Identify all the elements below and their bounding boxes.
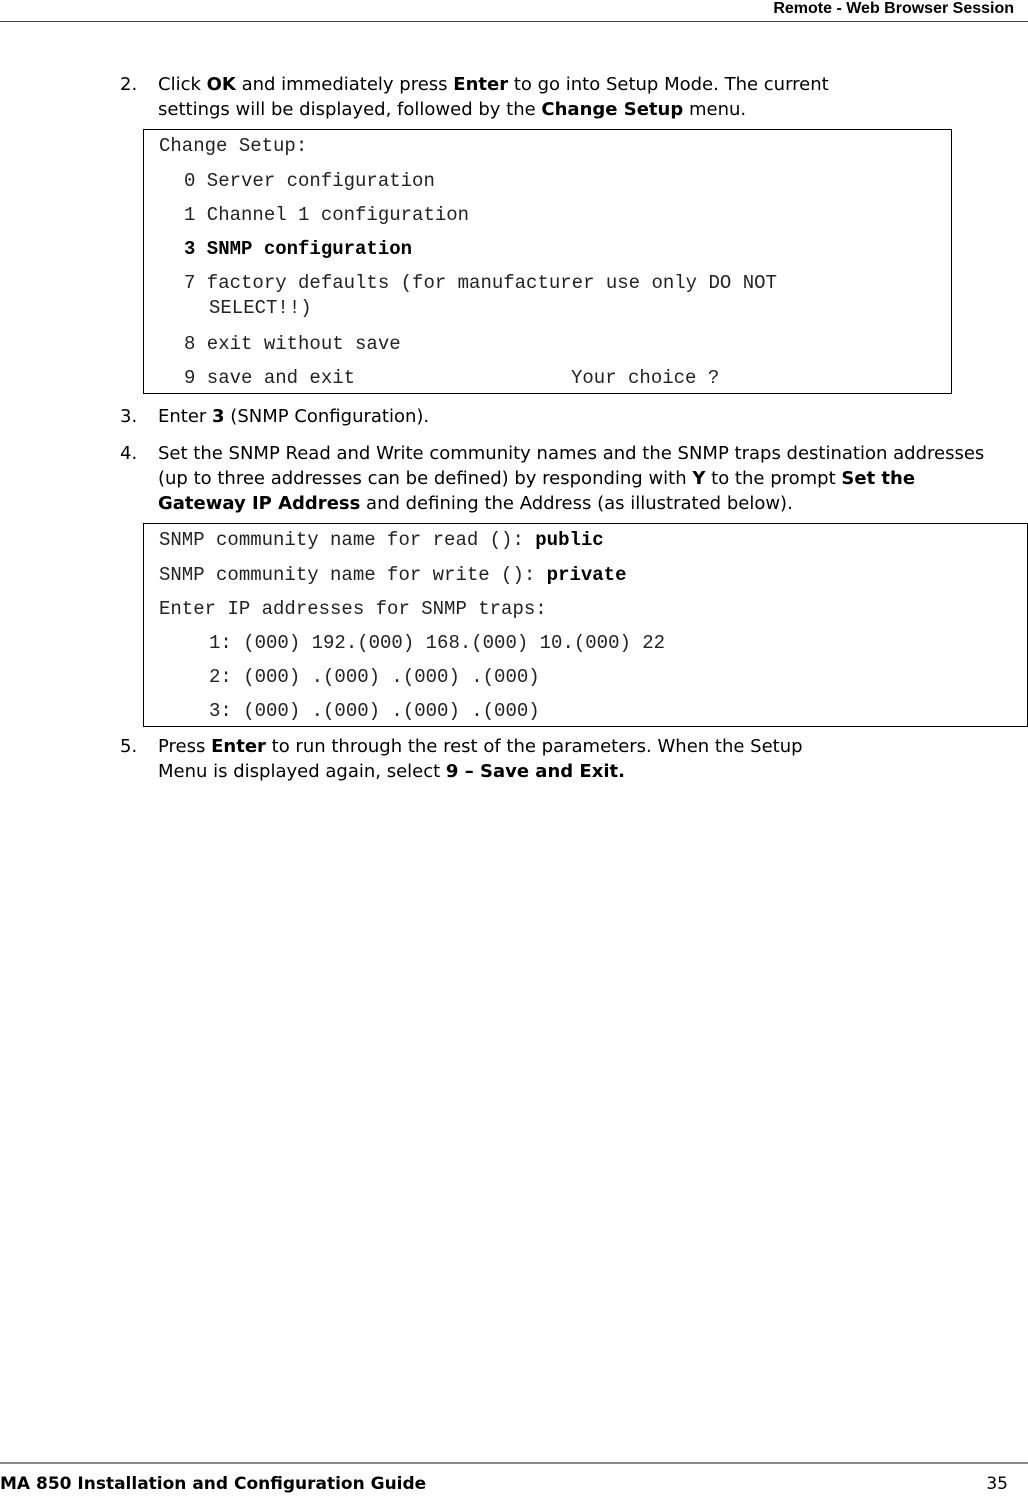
step-text: Set the SNMP Read and Write community names and the SNMP traps destination addresses (up to three addresses can be defined) by responding with Y to the prompt Set the Gateway IP Address and defining the Address (as illustrated below).: [158, 443, 985, 514]
step-text: Click OK and immediately press Enter to go into Setup Mode. The current settings will be displayed, followed by the Change Setup menu.: [158, 74, 829, 120]
write-community-line: SNMP community name for write (): private: [159, 564, 627, 586]
choice-prompt: Your choice ?: [571, 367, 720, 389]
step-5: [120, 734, 1000, 784]
step-number: 2.: [120, 74, 138, 95]
footer-guide-title: MA 850 Installation and Configuration Guide: [0, 1474, 427, 1494]
step-2: [120, 72, 1000, 122]
write-community-value: private: [546, 564, 627, 586]
change-setup-menu-box: [143, 129, 952, 394]
trap-address-3: 3: (000) .(000) .(000) .(000): [209, 700, 540, 722]
page-number: 35: [986, 1474, 1008, 1494]
running-header: Remote - Web Browser Session: [773, 0, 1014, 17]
step-4: [120, 441, 1025, 516]
trap-address-1: 1: (000) 192.(000) 168.(000) 10.(000) 22: [209, 632, 666, 654]
step-number: 3.: [120, 406, 138, 427]
header-divider: [0, 21, 1028, 22]
menu-item-9: 9 save and exit: [184, 367, 356, 389]
menu-item-8: 8 exit without save: [184, 333, 401, 355]
step-text: Enter 3 (SNMP Configuration).: [158, 406, 430, 427]
step-number: 5.: [120, 736, 138, 757]
traps-heading: Enter IP addresses for SNMP traps:: [159, 598, 547, 620]
menu-item-7: 7 factory defaults (for manufacturer use only DO NOT: [184, 272, 777, 294]
footer-divider: [0, 1462, 1028, 1464]
snmp-config-box: [143, 523, 1028, 727]
menu-item-0: 0 Server configuration: [184, 170, 435, 192]
menu-item-3: 3 SNMP configuration: [184, 238, 413, 260]
step-number: 4.: [120, 443, 138, 464]
read-community-value: public: [535, 529, 604, 551]
menu-item-1: 1 Channel 1 configuration: [184, 204, 470, 226]
trap-address-2: 2: (000) .(000) .(000) .(000): [209, 666, 540, 688]
read-community-line: SNMP community name for read (): public: [159, 529, 604, 551]
menu-heading: Change Setup:: [159, 135, 308, 157]
step-3: [120, 404, 1000, 429]
menu-item-7-continued: SELECT!!): [209, 297, 312, 319]
step-text: Press Enter to run through the rest of the parameters. When the Setup Menu is displayed again, select 9 – Save and Exit.: [158, 736, 803, 782]
